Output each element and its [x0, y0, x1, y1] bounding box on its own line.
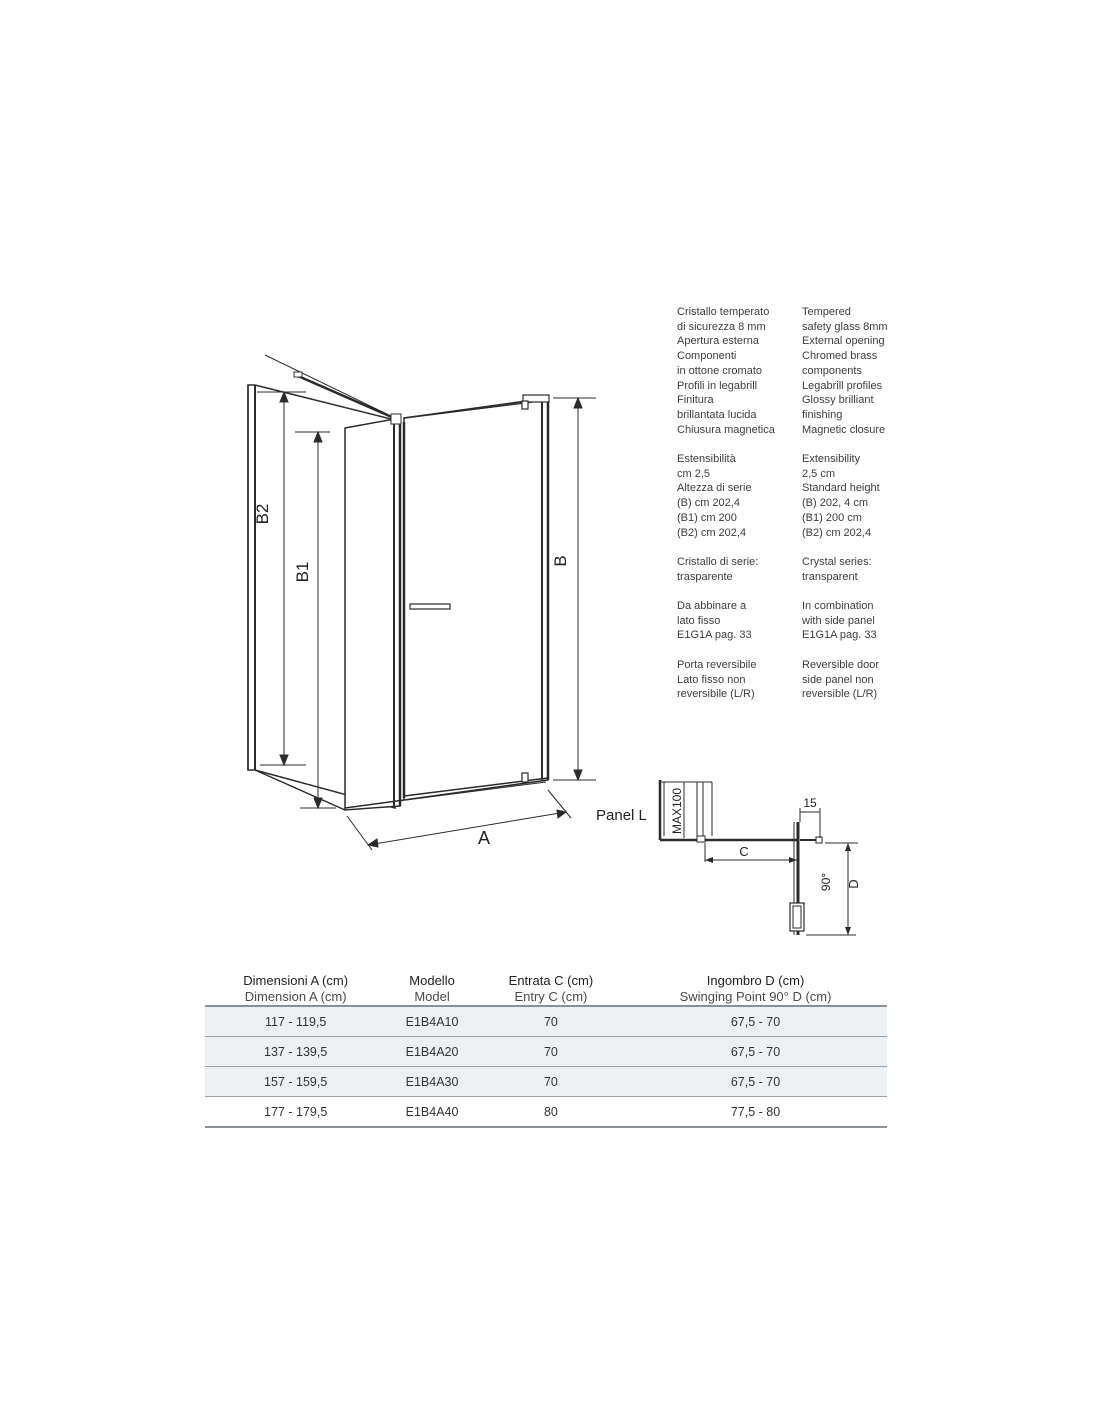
table-row — [205, 1067, 887, 1097]
spec-line: Glossy brilliant — [802, 394, 874, 407]
spec-line: (B2) cm 202,4 — [677, 526, 747, 539]
table-cell: 67,5 - 70 — [624, 1037, 887, 1067]
spec-line: lato fisso — [677, 614, 721, 627]
table-cell: 137 - 139,5 — [205, 1037, 386, 1067]
spec-line: Extensibility — [802, 453, 861, 466]
table-row — [205, 1006, 887, 1037]
spec-line: di sicurezza 8 mm — [677, 320, 766, 333]
specifications — [677, 305, 912, 717]
table-row — [205, 1037, 887, 1067]
label-panel-l: Panel L — [596, 807, 647, 824]
label-90-degrees: 90° — [819, 872, 833, 892]
table-cell: 177 - 179,5 — [205, 1097, 386, 1128]
spec-line: in ottone cromato — [677, 364, 762, 377]
spec-line: Crystal series: — [802, 555, 872, 568]
spec-line: E1G1A pag. 33 — [677, 629, 752, 642]
spec-line: Legabrill profiles — [802, 379, 883, 392]
spec-group-extensibility — [677, 452, 912, 540]
spec-line: (B2) cm 202,4 — [802, 526, 872, 539]
spec-english — [802, 452, 912, 540]
spec-line: Chiusura magnetica — [677, 423, 775, 436]
table-cell: 70 — [478, 1006, 624, 1037]
spec-line: Standard height — [802, 482, 880, 495]
spec-line: with side panel — [802, 614, 875, 627]
header-dimension-a — [205, 972, 386, 1006]
corner-profile — [345, 418, 400, 810]
header-swing-d — [624, 972, 887, 1006]
label-b2: B2 — [253, 503, 272, 525]
table-cell: E1B4A20 — [386, 1037, 477, 1067]
spec-line: Magnetic closure — [802, 423, 886, 436]
spec-group-glass — [677, 305, 912, 437]
label-15: 15 — [803, 796, 817, 810]
spec-line: (B) cm 202,4 — [677, 497, 740, 510]
spec-line: brillantata lucida — [677, 408, 757, 421]
header-entry-c — [478, 972, 624, 1006]
header-it: Entrata C (cm) — [508, 972, 594, 988]
spec-line: Tempered — [802, 306, 851, 318]
spec-line: finishing — [802, 408, 843, 421]
label-max100: MAX100 — [670, 787, 684, 835]
spec-line: Finitura — [677, 394, 714, 407]
spec-line: transparent — [802, 570, 858, 583]
table-cell: 70 — [478, 1037, 624, 1067]
label-b1: B1 — [293, 561, 312, 583]
door-handle — [410, 604, 450, 609]
table-header-row — [205, 972, 887, 1006]
header-en: Dimension A (cm) — [244, 988, 347, 1004]
spec-line: (B1) 200 cm — [802, 511, 862, 524]
spec-line: (B1) cm 200 — [677, 511, 737, 524]
spec-line: reversibile (L/R) — [677, 688, 755, 701]
spec-line: Altezza di serie — [677, 482, 752, 495]
spec-english — [802, 658, 912, 702]
spec-line: Lato fisso non — [677, 673, 746, 686]
spec-italian — [677, 452, 802, 540]
spec-line: Reversible door — [802, 658, 880, 671]
spec-line: Profili in legabrill — [677, 379, 758, 392]
spec-line: Componenti — [677, 350, 737, 363]
spec-group-reversible — [677, 658, 912, 702]
table-cell: 70 — [478, 1067, 624, 1097]
table-cell: 67,5 - 70 — [624, 1067, 887, 1097]
spec-line: 2,5 cm — [802, 467, 836, 480]
header-it: Modello — [409, 972, 455, 988]
header-it: Ingombro D (cm) — [706, 972, 805, 988]
spec-line: E1G1A pag. 33 — [802, 629, 877, 642]
spec-line: Porta reversibile — [677, 658, 757, 671]
spec-italian — [677, 305, 802, 437]
spec-line: Chromed brass — [802, 350, 878, 363]
label-a: A — [477, 828, 491, 848]
header-en: Model — [414, 988, 450, 1004]
spec-line: Estensibilità — [677, 453, 736, 466]
spec-line: (B) 202, 4 cm — [802, 497, 869, 510]
spec-english — [802, 599, 912, 643]
spec-italian — [677, 555, 802, 584]
spec-line: In combination — [802, 600, 874, 613]
spec-line: Cristallo temperato — [677, 306, 770, 318]
label-d: D — [846, 879, 861, 889]
spec-line: side panel non — [802, 673, 874, 686]
spec-line: trasparente — [677, 570, 733, 583]
spec-line: Apertura esterna — [677, 335, 759, 348]
table-cell: E1B4A30 — [386, 1067, 477, 1097]
table-cell: 80 — [478, 1097, 624, 1128]
header-en: Swinging Point 90° D (cm) — [679, 988, 832, 1004]
spec-group-crystal — [677, 555, 912, 584]
plan-view-schematic — [596, 780, 861, 935]
header-model — [386, 972, 477, 1006]
table-cell: 67,5 - 70 — [624, 1006, 887, 1037]
table-cell: 77,5 - 80 — [624, 1097, 887, 1128]
pivot-door — [404, 400, 548, 800]
dimensions-table — [205, 972, 887, 1128]
spec-line: safety glass 8mm — [802, 320, 888, 333]
spec-italian — [677, 599, 802, 643]
spec-line: External opening — [802, 335, 885, 348]
spec-english — [802, 555, 912, 584]
spec-line: Da abbinare a — [677, 600, 747, 613]
table-cell: E1B4A40 — [386, 1097, 477, 1128]
label-b: B — [551, 555, 570, 567]
spec-group-combination — [677, 599, 912, 643]
label-c: C — [739, 844, 749, 859]
header-it: Dimensioni A (cm) — [243, 972, 349, 988]
table-cell: E1B4A10 — [386, 1006, 477, 1037]
table-cell: 157 - 159,5 — [205, 1067, 386, 1097]
table-cell: 117 - 119,5 — [205, 1006, 386, 1037]
spec-line: cm 2,5 — [677, 467, 711, 480]
spec-italian — [677, 658, 802, 702]
spec-english — [802, 305, 912, 437]
spec-line: Cristallo di serie: — [677, 555, 759, 568]
spec-line: components — [802, 364, 862, 377]
table-row — [205, 1097, 887, 1128]
spec-line: reversible (L/R) — [802, 688, 878, 701]
header-en: Entry C (cm) — [514, 988, 588, 1004]
